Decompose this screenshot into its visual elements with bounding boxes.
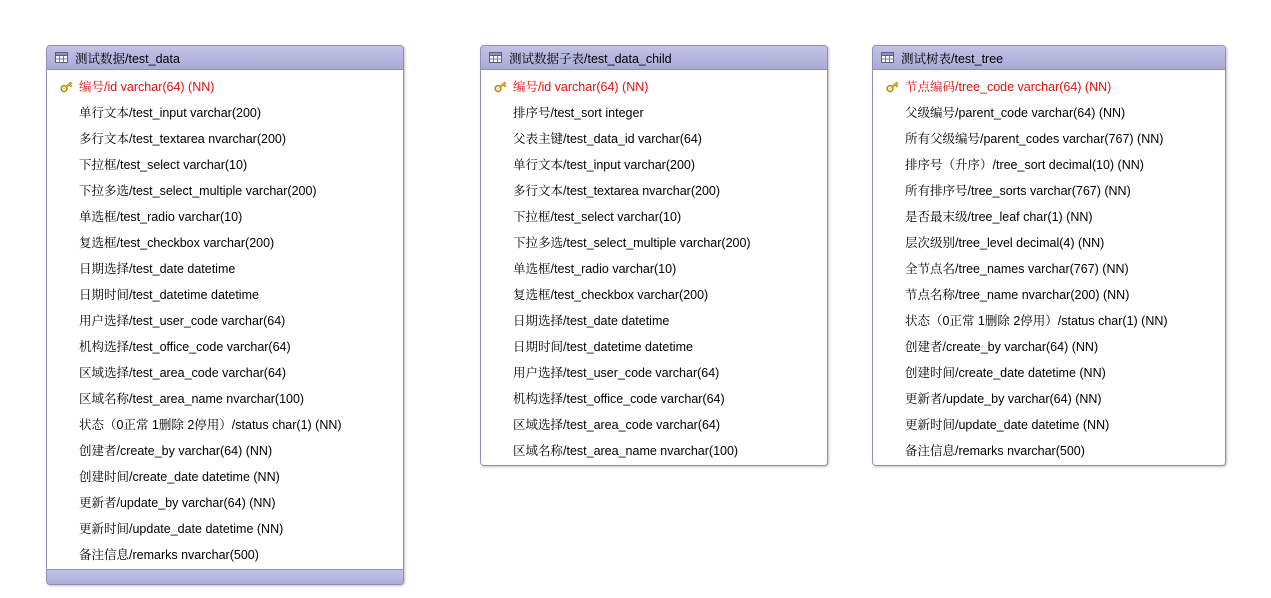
table-row[interactable] bbox=[47, 203, 403, 229]
table-header[interactable] bbox=[47, 46, 403, 70]
table-row[interactable] bbox=[47, 359, 403, 385]
table-row[interactable] bbox=[481, 359, 827, 385]
column-label: 复选框/test_checkbox varchar(200) bbox=[513, 288, 709, 302]
column-label: 父表主键/test_data_id varchar(64) bbox=[513, 132, 702, 146]
column-label: 用户选择/test_user_code varchar(64) bbox=[513, 366, 720, 380]
column-label: 节点编码/tree_code varchar(64) (NN) bbox=[905, 80, 1112, 94]
table-row[interactable] bbox=[47, 99, 403, 125]
column-label: 多行文本/test_textarea nvarchar(200) bbox=[79, 132, 287, 146]
table-row[interactable] bbox=[47, 255, 403, 281]
table-box[interactable] bbox=[480, 45, 828, 466]
column-label: 下拉框/test_select varchar(10) bbox=[79, 158, 248, 172]
column-label: 更新者/update_by varchar(64) (NN) bbox=[79, 496, 276, 510]
column-label: 下拉多选/test_select_multiple varchar(200) bbox=[513, 236, 751, 250]
table-row[interactable] bbox=[873, 281, 1225, 307]
table-row[interactable] bbox=[481, 385, 827, 411]
table-row[interactable] bbox=[47, 385, 403, 411]
column-label: 备注信息/remarks nvarchar(500) bbox=[79, 548, 259, 562]
column-label: 是否最末级/tree_leaf char(1) (NN) bbox=[905, 210, 1093, 224]
table-row[interactable] bbox=[873, 203, 1225, 229]
column-label: 排序号（升序）/tree_sort decimal(10) (NN) bbox=[905, 158, 1144, 172]
table-row-primary-key[interactable] bbox=[47, 73, 403, 99]
column-label: 下拉多选/test_select_multiple varchar(200) bbox=[79, 184, 317, 198]
table-row[interactable] bbox=[47, 515, 403, 541]
table-row[interactable] bbox=[47, 437, 403, 463]
table-row[interactable] bbox=[873, 359, 1225, 385]
table-row[interactable] bbox=[47, 333, 403, 359]
table-row[interactable] bbox=[873, 255, 1225, 281]
table-row[interactable] bbox=[47, 229, 403, 255]
column-label: 单选框/test_radio varchar(10) bbox=[513, 262, 677, 276]
table-row[interactable] bbox=[481, 333, 827, 359]
column-label: 单选框/test_radio varchar(10) bbox=[79, 210, 243, 224]
column-list bbox=[481, 70, 827, 465]
table-row[interactable] bbox=[47, 125, 403, 151]
column-label: 日期时间/test_datetime datetime bbox=[513, 340, 693, 354]
table-row[interactable] bbox=[873, 307, 1225, 333]
table-row[interactable] bbox=[481, 203, 827, 229]
table-row[interactable] bbox=[873, 333, 1225, 359]
table-row[interactable] bbox=[47, 151, 403, 177]
column-label: 编号/id varchar(64) (NN) bbox=[79, 80, 215, 94]
column-label: 创建者/create_by varchar(64) (NN) bbox=[905, 340, 1099, 354]
table-title: 测试数据子表/test_data_child bbox=[509, 51, 672, 66]
table-row[interactable] bbox=[47, 489, 403, 515]
table-row[interactable] bbox=[47, 307, 403, 333]
table-row[interactable] bbox=[47, 281, 403, 307]
column-list bbox=[873, 70, 1225, 465]
table-row[interactable] bbox=[47, 177, 403, 203]
table-row[interactable] bbox=[481, 229, 827, 255]
column-label: 区域选择/test_area_code varchar(64) bbox=[513, 418, 721, 432]
key-icon bbox=[879, 79, 905, 94]
column-label: 所有排序号/tree_sorts varchar(767) (NN) bbox=[905, 184, 1131, 198]
table-row[interactable] bbox=[481, 99, 827, 125]
column-label: 用户选择/test_user_code varchar(64) bbox=[79, 314, 286, 328]
table-row[interactable] bbox=[481, 255, 827, 281]
column-label: 日期选择/test_date datetime bbox=[79, 262, 236, 276]
column-label: 状态（0正常 1删除 2停用）/status char(1) (NN) bbox=[79, 418, 342, 432]
key-icon bbox=[487, 79, 513, 94]
table-row-primary-key[interactable] bbox=[873, 73, 1225, 99]
table-icon bbox=[489, 52, 502, 63]
table-row-primary-key[interactable] bbox=[481, 73, 827, 99]
table-row[interactable] bbox=[481, 151, 827, 177]
column-label: 更新时间/update_date datetime (NN) bbox=[905, 418, 1110, 432]
table-row[interactable] bbox=[873, 411, 1225, 437]
table-row[interactable] bbox=[481, 307, 827, 333]
column-label: 更新时间/update_date datetime (NN) bbox=[79, 522, 284, 536]
column-label: 层次级别/tree_level decimal(4) (NN) bbox=[905, 236, 1105, 250]
column-label: 排序号/test_sort integer bbox=[513, 106, 644, 120]
table-title: 测试数据/test_data bbox=[75, 51, 180, 66]
column-label: 节点名称/tree_name nvarchar(200) (NN) bbox=[905, 288, 1130, 302]
column-label: 编号/id varchar(64) (NN) bbox=[513, 80, 649, 94]
table-row[interactable] bbox=[873, 125, 1225, 151]
table-icon bbox=[881, 52, 894, 63]
column-label: 更新者/update_by varchar(64) (NN) bbox=[905, 392, 1102, 406]
column-list bbox=[47, 70, 403, 569]
column-label: 机构选择/test_office_code varchar(64) bbox=[513, 392, 725, 406]
column-label: 所有父级编号/parent_codes varchar(767) (NN) bbox=[905, 132, 1164, 146]
column-label: 创建时间/create_date datetime (NN) bbox=[905, 366, 1106, 380]
column-label: 单行文本/test_input varchar(200) bbox=[79, 106, 262, 120]
table-title: 测试树表/test_tree bbox=[901, 51, 1004, 66]
table-row[interactable] bbox=[481, 177, 827, 203]
column-label: 区域名称/test_area_name nvarchar(100) bbox=[513, 444, 739, 458]
column-label: 复选框/test_checkbox varchar(200) bbox=[79, 236, 275, 250]
table-row[interactable] bbox=[873, 151, 1225, 177]
table-footer bbox=[47, 569, 403, 584]
table-icon bbox=[55, 52, 68, 63]
table-row[interactable] bbox=[873, 177, 1225, 203]
column-label: 下拉框/test_select varchar(10) bbox=[513, 210, 682, 224]
column-label: 多行文本/test_textarea nvarchar(200) bbox=[513, 184, 721, 198]
column-label: 日期选择/test_date datetime bbox=[513, 314, 670, 328]
table-row[interactable] bbox=[481, 125, 827, 151]
table-row[interactable] bbox=[47, 463, 403, 489]
column-label: 全节点名/tree_names varchar(767) (NN) bbox=[905, 262, 1129, 276]
table-row[interactable] bbox=[47, 411, 403, 437]
table-row[interactable] bbox=[873, 385, 1225, 411]
table-row[interactable] bbox=[873, 437, 1225, 463]
column-label: 机构选择/test_office_code varchar(64) bbox=[79, 340, 291, 354]
table-box[interactable] bbox=[872, 45, 1226, 466]
table-row[interactable] bbox=[873, 229, 1225, 255]
table-row[interactable] bbox=[481, 437, 827, 463]
table-header[interactable] bbox=[873, 46, 1225, 70]
column-label: 备注信息/remarks nvarchar(500) bbox=[905, 444, 1085, 458]
table-header[interactable] bbox=[481, 46, 827, 70]
column-label: 区域选择/test_area_code varchar(64) bbox=[79, 366, 287, 380]
column-label: 创建时间/create_date datetime (NN) bbox=[79, 470, 280, 484]
table-row[interactable] bbox=[47, 541, 403, 567]
column-label: 状态（0正常 1删除 2停用）/status char(1) (NN) bbox=[905, 314, 1168, 328]
table-box[interactable] bbox=[46, 45, 404, 585]
table-row[interactable] bbox=[481, 411, 827, 437]
table-row[interactable] bbox=[873, 99, 1225, 125]
key-icon bbox=[53, 79, 79, 94]
column-label: 创建者/create_by varchar(64) (NN) bbox=[79, 444, 273, 458]
column-label: 区域名称/test_area_name nvarchar(100) bbox=[79, 392, 305, 406]
column-label: 父级编号/parent_code varchar(64) (NN) bbox=[905, 106, 1126, 120]
table-row[interactable] bbox=[481, 281, 827, 307]
column-label: 单行文本/test_input varchar(200) bbox=[513, 158, 696, 172]
column-label: 日期时间/test_datetime datetime bbox=[79, 288, 259, 302]
